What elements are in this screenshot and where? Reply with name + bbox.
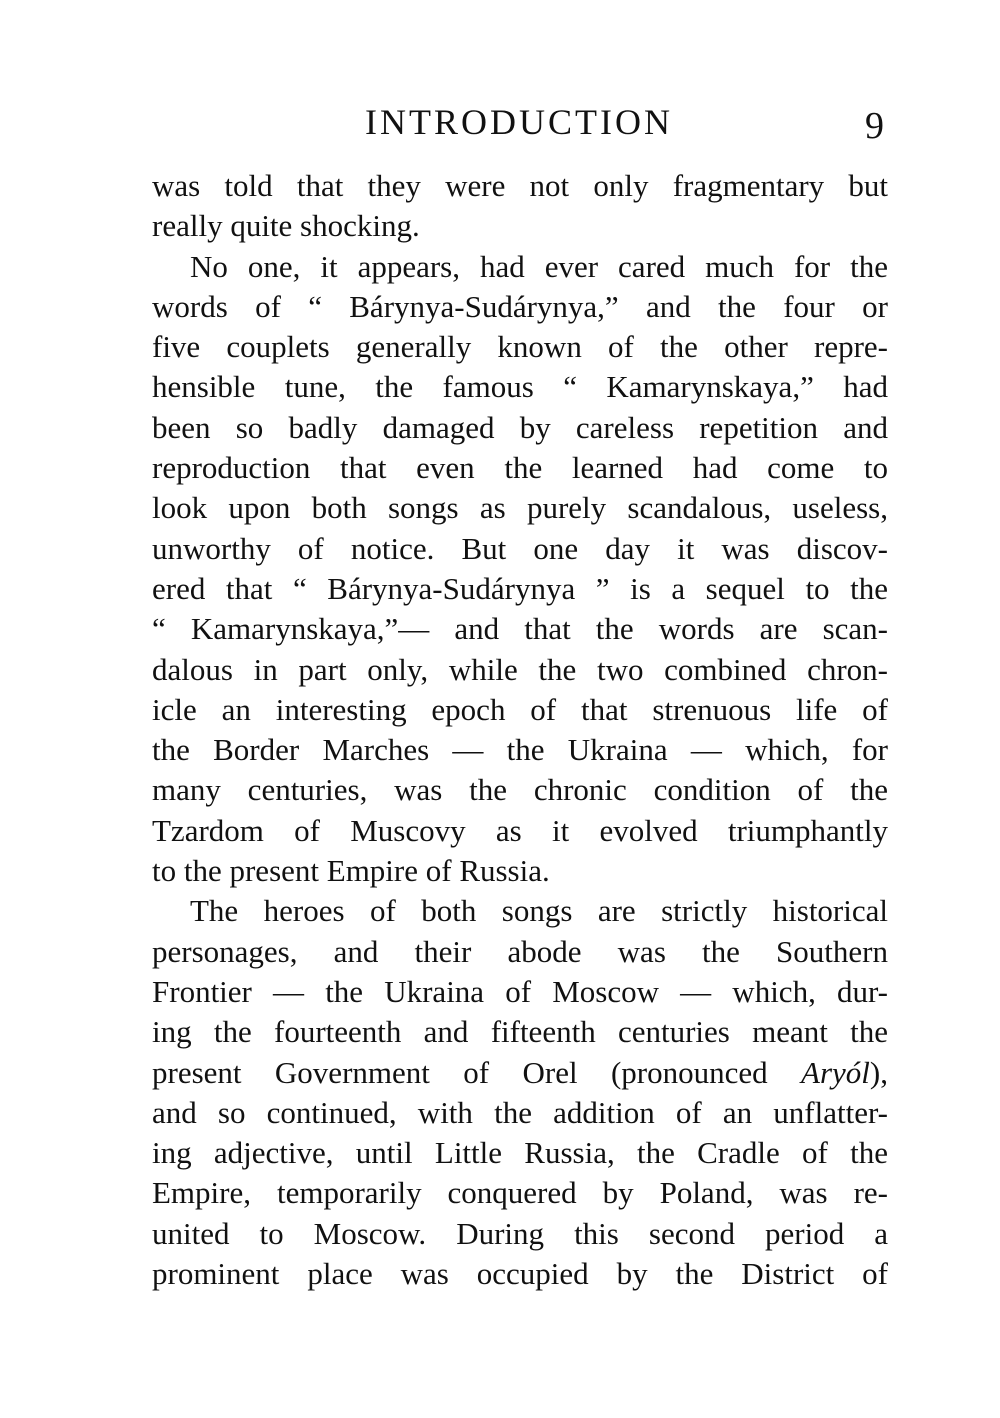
text-line: unworthy of notice. But one day it was discov- [152, 530, 888, 566]
page-number: 9 [865, 105, 884, 147]
text-segment: ), [869, 1054, 888, 1090]
paragraph-2 [152, 247, 888, 892]
text-line: the Border Marches — the Ukraina — which, for [152, 732, 888, 768]
text-line: No one, it appears, had ever cared much for the [190, 248, 888, 284]
text-line: and so continued, with the addition of an unflatter- [152, 1094, 888, 1130]
text-line: to the present Empire of Russia. [152, 853, 550, 889]
text-line: united to Moscow. During this second period a [152, 1215, 888, 1251]
text-line: reproduction that even the learned had come to [152, 450, 888, 486]
text-line: Frontier — the Ukraina of Moscow — which, dur- [152, 973, 888, 1009]
text-line: been so badly damaged by careless repetition and [152, 409, 888, 445]
text-line: really quite shocking. [152, 208, 420, 244]
text-line: Tzardom of Muscovy as it evolved triumphantly [152, 812, 888, 848]
running-head [150, 96, 888, 148]
text-line: dalous in part only, while the two combined chron- [152, 651, 888, 687]
running-title: INTRODUCTION [365, 102, 673, 142]
body-text [152, 166, 888, 1294]
text-line: “ Kamarynskaya,”— and that the words are scan- [152, 611, 888, 647]
text-line: five couplets generally known of the other repre- [152, 329, 888, 365]
text-line: many centuries, was the chronic condition of the [152, 772, 888, 808]
text-line: ing the fourteenth and fifteenth centuries meant the [152, 1014, 888, 1050]
paragraph-1 [152, 166, 888, 247]
paragraph-3 [152, 891, 888, 1294]
italic-word: Aryól [801, 1054, 870, 1090]
text-line: hensible tune, the famous “ Kamarynskaya,” had [152, 369, 888, 405]
text-line: words of “ Bárynya-Sudárynya,” and the four or [152, 288, 888, 324]
text-line: ing adjective, until Little Russia, the Cradle of the [152, 1135, 888, 1171]
text-line: personages, and their abode was the Southern [152, 933, 888, 969]
text-line-mixed [152, 1053, 888, 1093]
text-segment: present Government of Orel (pronounced [152, 1054, 802, 1090]
text-line: icle an interesting epoch of that strenuous life of [152, 691, 888, 727]
text-line: Empire, temporarily conquered by Poland, was re- [152, 1175, 888, 1211]
text-line: The heroes of both songs are strictly historical [190, 893, 888, 929]
text-line: look upon both songs as purely scandalous, useless, [152, 490, 888, 526]
text-line: was told that they were not only fragmentary but [152, 168, 888, 203]
text-line: prominent place was occupied by the District of [152, 1256, 888, 1292]
text-line: ered that “ Bárynya-Sudárynya ” is a sequel to the [152, 570, 888, 606]
